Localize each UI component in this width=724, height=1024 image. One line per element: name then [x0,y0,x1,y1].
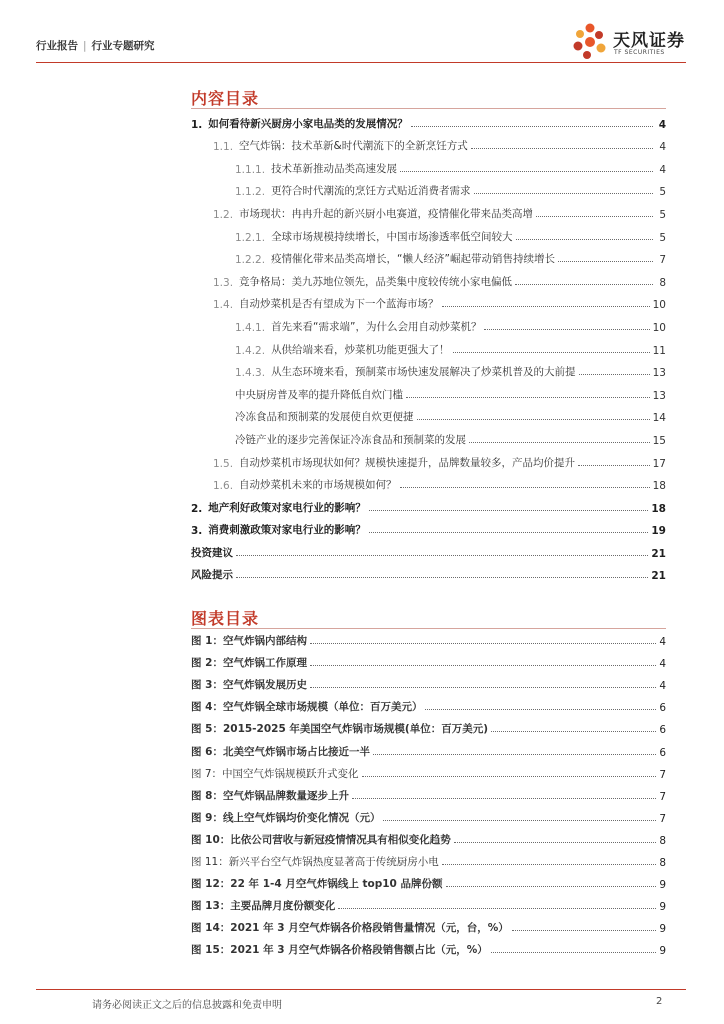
toc-entry-number: 1.4.1. [235,321,266,334]
logo-mark-icon [570,22,610,64]
toc-entry[interactable] [191,560,666,583]
dot-leader [442,306,650,307]
figure-entry-page: 7 [659,790,666,803]
toc-entry-page: 5 [659,186,666,199]
toc-entry-title: 技术革新推动品类高速发展 [271,162,398,175]
toc-entry-title: 风险提示 [191,569,233,582]
toc-entry-page: 10 [652,299,666,312]
dot-leader [338,908,656,909]
dot-leader [516,239,653,240]
toc-entry-title: 竞争格局：美九苏地位领先，品类集中度较传统小家电偏低 [239,275,513,288]
toc-entry-page: 5 [659,208,666,221]
toc-entry-number: 1.1.2. [235,186,266,199]
figure-entry-page: 4 [659,680,666,693]
figure-entry-title: 图 15：2021 年 3 月空气炸锅各价格段销售额占比（元，%） [191,944,488,957]
toc-entry[interactable] [191,289,666,312]
toc-entry[interactable] [191,266,666,289]
toc-entry-page: 8 [659,276,666,289]
toc-entry[interactable] [191,176,666,199]
toc-entry-title: 自动炒菜机市场现状如何？规模快速提升，品牌数量较多，产品均价提升 [239,456,576,469]
figure-entry[interactable] [191,626,666,648]
toc-entry-number: 1. [191,118,203,131]
dot-leader [453,352,650,353]
figure-entry[interactable] [191,803,666,825]
dot-leader [579,374,650,375]
logo-text-cn: 天风证券 [613,31,685,51]
figure-entry-page: 8 [659,857,666,870]
toc-entry-number: 1.3. [213,276,234,289]
toc-entry-title: 如何看待新兴厨房小家电品类的发展情况？ [208,117,408,130]
toc-entry-page: 10 [652,321,666,334]
figure-entry[interactable] [191,736,666,758]
figure-entry[interactable] [191,759,666,781]
toc-entry-number: 1.2.1. [235,231,266,244]
toc-entry-page: 5 [659,231,666,244]
figure-entry-title: 图 7：中国空气炸锅规模跃升式变化 [191,767,359,780]
toc-entry-number: 1.1.1. [235,163,266,176]
toc-entry-title: 市场现状：冉冉升起的新兴厨小电赛道，疫情催化带来品类高增 [239,207,534,220]
toc-entry[interactable] [191,379,666,402]
figure-entry-title: 图 6：北美空气炸锅市场占比接近一半 [191,745,370,758]
figure-entry-title: 图 14：2021 年 3 月空气炸锅各价格段销售量情况（元，台，%） [191,922,509,935]
toc-entry-page: 21 [651,570,666,583]
toc-list [191,108,666,582]
figure-entry-title: 图 4：空气炸锅全球市场规模（单位：百万美元） [191,701,423,714]
figure-entry[interactable] [191,913,666,935]
toc-entry[interactable] [191,447,666,470]
figure-entry-page: 8 [659,834,666,847]
dot-leader [474,193,653,194]
page-number: 2 [656,996,663,1007]
toc-entry-title: 从生态环境来看，预制菜市场快速发展解决了炒菜机普及的大前提 [271,366,576,379]
header-separator: | [83,40,87,52]
toc-entry-page: 13 [652,389,666,402]
toc-entry-page: 7 [659,254,666,267]
dot-leader [442,864,657,865]
toc-entry-title: 从供给端来看，炒菜机功能更强大了！ [271,343,450,356]
logo-text-en: TF SECURITIES [614,49,665,56]
dot-leader [310,687,656,688]
dot-leader [417,419,650,420]
dot-leader [454,842,657,843]
toc-entry-page: 17 [652,457,666,470]
dot-leader [471,148,653,149]
figure-entry-title: 图 10：比依公司营收与新冠疫情情况具有相似变化趋势 [191,833,451,846]
figure-entry-title: 图 9：线上空气炸锅均价变化情况（元） [191,811,381,824]
toc-entry[interactable] [191,402,666,425]
toc-entry[interactable] [191,198,666,221]
toc-entry[interactable] [191,153,666,176]
toc-entry[interactable] [191,221,666,244]
dot-leader [400,487,650,488]
figure-entry[interactable] [191,847,666,869]
figure-entry[interactable] [191,825,666,847]
toc-entry-title: 空气炸锅：技术革新&时代潮流下的全新烹饪方式 [239,140,468,153]
dot-leader [310,665,656,666]
figure-entry-page: 9 [659,879,666,892]
toc-entry-title: 冷冻食品和预制菜的发展使自炊更便捷 [235,411,414,424]
toc-entry-number: 1.5. [213,457,234,470]
dot-leader [236,577,648,578]
toc-entry-number: 1.2.2. [235,254,266,267]
figure-entry-page: 9 [659,945,666,958]
toc-entry-page: 4 [659,141,666,154]
figure-entry-title: 图 5：2015-2025 年美国空气炸锅市场规模(单位：百万美元) [191,723,489,736]
toc-entry-title: 冷链产业的逐步完善保证冷冻食品和预制菜的发展 [235,433,466,446]
figure-entry-page: 7 [659,768,666,781]
toc-entry-number: 1.4. [213,299,234,312]
toc-entry-number: 2. [191,502,203,515]
figures-title: 图表目录 [191,609,260,628]
dot-leader [536,216,653,217]
toc-entry-title: 疫情催化带来品类高增长，“懒人经济”崛起带动销售持续增长 [271,253,555,266]
toc-entry-page: 18 [652,480,666,493]
figure-entry-page: 4 [659,636,666,649]
figure-entry[interactable] [191,869,666,891]
dot-leader [558,261,653,262]
dot-leader [425,709,656,710]
figure-entry-title: 图 2：空气炸锅工作原理 [191,657,307,670]
toc-entry-number: 1.4.2. [235,344,266,357]
header-breadcrumb [36,38,155,53]
toc-entry-page: 21 [651,547,666,560]
figure-entry[interactable] [191,935,666,957]
figure-entry-page: 9 [659,901,666,914]
figure-entry[interactable] [191,692,666,714]
dot-leader [310,643,656,644]
toc-entry[interactable] [191,334,666,357]
dot-leader [369,510,649,511]
dot-leader [406,397,650,398]
figure-entry-title: 图 1：空气炸锅内部结构 [191,635,307,648]
figure-entry[interactable] [191,670,666,692]
figure-entry-title: 图 13：主要品牌月度份额变化 [191,900,336,913]
dot-leader [512,930,657,931]
toc-entry[interactable] [191,131,666,154]
dot-leader [491,952,657,953]
figure-entry-title: 图 11：新兴平台空气炸锅热度显著高于传统厨房小电 [191,856,439,869]
figure-entry-page: 6 [659,702,666,715]
header-divider [36,62,686,63]
header-subcategory: 行业专题研究 [91,40,155,52]
figure-entry-page: 7 [659,812,666,825]
toc-entry[interactable] [191,492,666,515]
toc-entry[interactable] [191,470,666,493]
toc-entry-page: 15 [652,434,666,447]
company-logo [570,22,700,64]
toc-entry-title: 自动炒菜机未来的市场规模如何？ [239,479,397,492]
toc-entry[interactable] [191,424,666,447]
dot-leader [411,126,653,127]
toc-entry[interactable] [191,244,666,267]
toc-entry[interactable] [191,357,666,380]
dot-leader [515,284,653,285]
dot-leader [446,886,657,887]
figure-entry-title: 图 8：空气炸锅品牌数量逐步上升 [191,789,349,802]
figure-entry[interactable] [191,714,666,736]
toc-entry-title: 中央厨房普及率的提升降低自炊门槛 [235,388,403,401]
toc-entry-page: 4 [658,118,666,131]
toc-entry[interactable] [191,108,666,131]
toc-entry-page: 13 [652,367,666,380]
toc-entry-number: 1.1. [213,141,234,154]
toc-entry-page: 11 [652,344,666,357]
toc-entry-number: 3. [191,525,203,538]
figures-list [191,626,666,957]
toc-entry[interactable] [191,311,666,334]
figure-entry-page: 4 [659,658,666,671]
toc-entry-page: 14 [652,412,666,425]
toc-entry-page: 18 [651,502,666,515]
toc-entry-title: 自动炒菜机是否有望成为下一个蓝海市场？ [239,298,439,311]
toc-entry-title: 全球市场规模持续增长，中国市场渗透率低空间较大 [271,230,513,243]
dot-leader [352,798,656,799]
toc-entry-title: 更符合时代潮流的烹饪方式贴近消费者需求 [271,185,471,198]
figure-entry-title: 图 12：22 年 1-4 月空气炸锅线上 top10 品牌份额 [191,878,443,891]
dot-leader [369,532,649,533]
toc-entry-page: 4 [659,163,666,176]
dot-leader [400,171,653,172]
footer-divider [36,989,686,990]
toc-entry-title: 投资建议 [191,546,233,559]
header-category: 行业报告 [36,40,78,52]
dot-leader [578,465,650,466]
toc-entry-number: 1.2. [213,208,234,221]
figure-entry[interactable] [191,891,666,913]
figure-entry-title: 图 3：空气炸锅发展历史 [191,679,307,692]
dot-leader [491,731,656,732]
dot-leader [373,754,656,755]
dot-leader [383,820,656,821]
toc-entry[interactable] [191,515,666,538]
toc-entry-title: 首先来看“需求端”，为什么会用自动炒菜机？ [271,320,482,333]
toc-entry[interactable] [191,537,666,560]
toc-entry-number: 1.6. [213,480,234,493]
toc-entry-title: 消费刺激政策对家电行业的影响？ [208,524,366,537]
toc-entry-title: 地产利好政策对家电行业的影响？ [208,501,366,514]
figure-entry[interactable] [191,648,666,670]
toc-entry-page: 19 [651,525,666,538]
figure-entry[interactable] [191,781,666,803]
dot-leader [362,776,657,777]
dot-leader [469,442,650,443]
dot-leader [236,555,648,556]
toc-title: 内容目录 [191,89,260,108]
dot-leader [484,329,649,330]
figure-entry-page: 9 [659,923,666,936]
footer-disclaimer: 请务必阅读正文之后的信息披露和免责申明 [92,1000,282,1011]
toc-entry-number: 1.4.3. [235,367,266,380]
figure-entry-page: 6 [659,746,666,759]
figure-entry-page: 6 [659,724,666,737]
